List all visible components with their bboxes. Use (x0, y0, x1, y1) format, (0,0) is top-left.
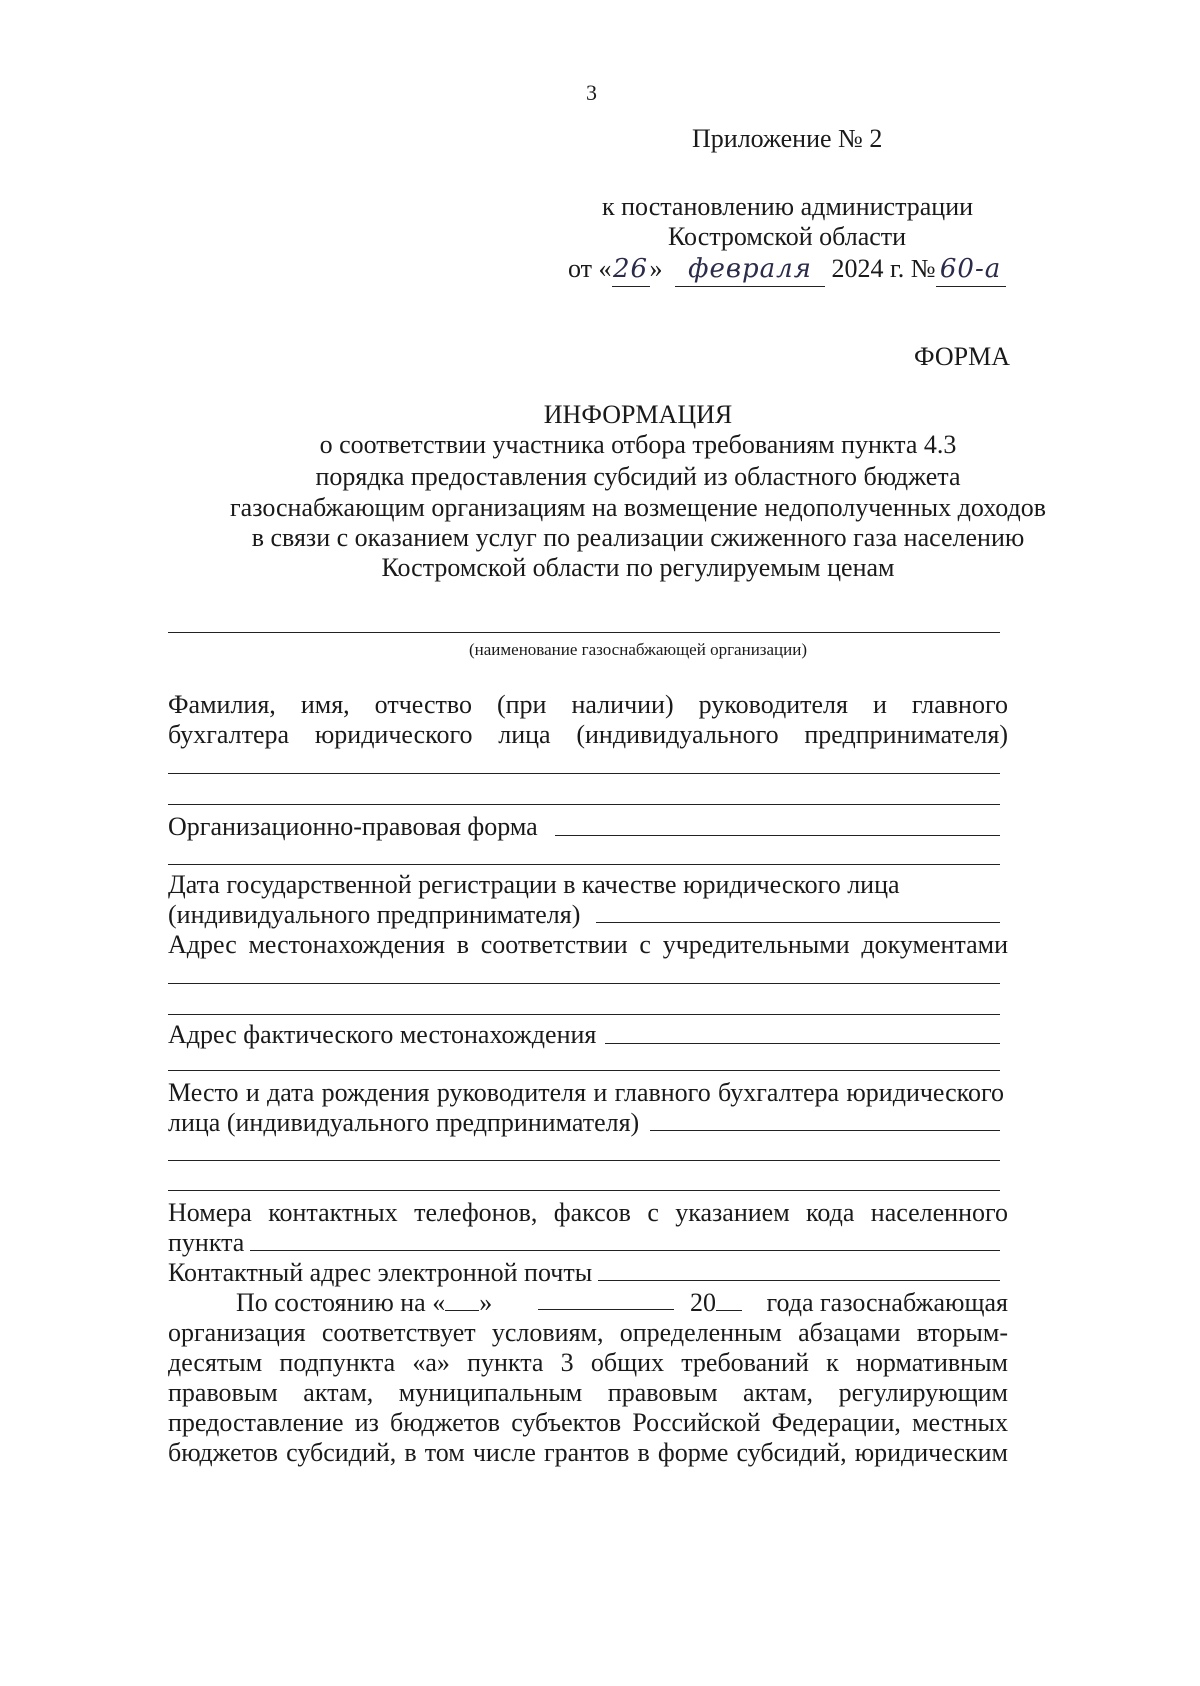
date-prefix: от « (568, 254, 612, 283)
field-head-name-line2: бухгалтера юридического лица (индивидуального предпринимателя) (168, 720, 1008, 749)
statement-as-of: По состоянию на « (236, 1288, 446, 1317)
statement-first-line (236, 1286, 492, 1319)
statement-year-prefix: 20 (690, 1288, 716, 1317)
field-reg-date-line2: (индивидуального предпринимателя) (168, 900, 581, 929)
heading-line: порядка предоставления субсидий из областного бюджета (315, 462, 961, 491)
appendix-date-row (568, 252, 1006, 287)
appendix-region: Костромской области (668, 222, 907, 251)
field-address-actual: Адрес фактического местонахождения (168, 1020, 597, 1049)
heading-title: ИНФОРМАЦИЯ (543, 400, 733, 429)
fill-line (168, 1160, 1000, 1161)
statement-line: правовым актам, муниципальным правовым актам, регулирующим (168, 1378, 1008, 1407)
date-month-handwritten: февраля (675, 253, 825, 287)
statement-quote-close: » (479, 1288, 493, 1317)
date-year: 2024 г. № (831, 254, 936, 283)
fill-line (250, 1250, 1000, 1251)
date-mid: » (649, 254, 663, 283)
org-name-caption: (наименование газоснабжающей организации) (468, 640, 808, 659)
appendix-title: Приложение № 2 (692, 124, 883, 153)
fill-line (168, 983, 1000, 984)
statement-year-row (690, 1286, 742, 1319)
statement-line: предоставление из бюджетов субъектов Российской Федерации, местных (168, 1408, 1008, 1437)
fill-line (168, 1070, 1000, 1071)
page-number: 3 (586, 80, 597, 105)
fill-line (168, 864, 1000, 865)
fill-line (555, 835, 1000, 836)
field-birth-line1: Место и дата рождения руководителя и главного бухгалтера юридического (168, 1078, 1004, 1107)
appendix-decree: к постановлению администрации (602, 192, 974, 221)
blank-year (716, 1288, 742, 1311)
field-birth-line2: лица (индивидуального предпринимателя) (168, 1108, 640, 1137)
heading-line: в связи с оказанием услуг по реализации сжиженного газа населению (251, 523, 1025, 552)
date-day-handwritten: 26 (612, 253, 650, 287)
statement-line: бюджетов субсидий, в том числе грантов в форме субсидий, юридическим (168, 1438, 1008, 1467)
fill-line (168, 773, 1000, 774)
fill-line (168, 804, 1000, 805)
field-phones-line1: Номера контактных телефонов, факсов с указанием кода населенного (168, 1198, 1008, 1227)
fill-line (168, 1014, 1000, 1015)
form-label: ФОРМА (914, 342, 1010, 371)
statement-year-suffix: года газоснабжающая (766, 1288, 1008, 1317)
fill-line (596, 922, 1000, 923)
field-phones-line2: пункта (168, 1228, 245, 1257)
heading-line: о соответствии участника отбора требованиям пункта 4.3 (319, 430, 957, 459)
heading-line: газоснабжающим организациям на возмещение недополученных доходов (230, 493, 1046, 522)
fill-line (650, 1130, 1000, 1131)
field-reg-date-line1: Дата государственной регистрации в качестве юридического лица (168, 870, 900, 899)
fill-line (605, 1043, 1000, 1044)
heading-line: Костромской области по регулируемым ценам (381, 553, 895, 582)
field-address-legal: Адрес местонахождения в соответствии с учредительными документами (168, 930, 1008, 959)
org-name-line (168, 632, 1000, 633)
statement-line: десятым подпункта «а» пункта 3 общих требований к нормативным (168, 1348, 1008, 1377)
statement-line: организация соответствует условиям, определенным абзацами вторым- (168, 1318, 1008, 1347)
decree-number-handwritten: 60-а (936, 253, 1006, 287)
fill-line (598, 1280, 1000, 1281)
field-head-name-line1: Фамилия, имя, отчество (при наличии) руководителя и главного (168, 690, 1008, 719)
field-email: Контактный адрес электронной почты (168, 1258, 593, 1287)
field-legal-form: Организационно-правовая форма (168, 812, 538, 841)
fill-line (168, 1190, 1000, 1191)
blank-month (538, 1309, 674, 1310)
blank-day (445, 1288, 479, 1311)
